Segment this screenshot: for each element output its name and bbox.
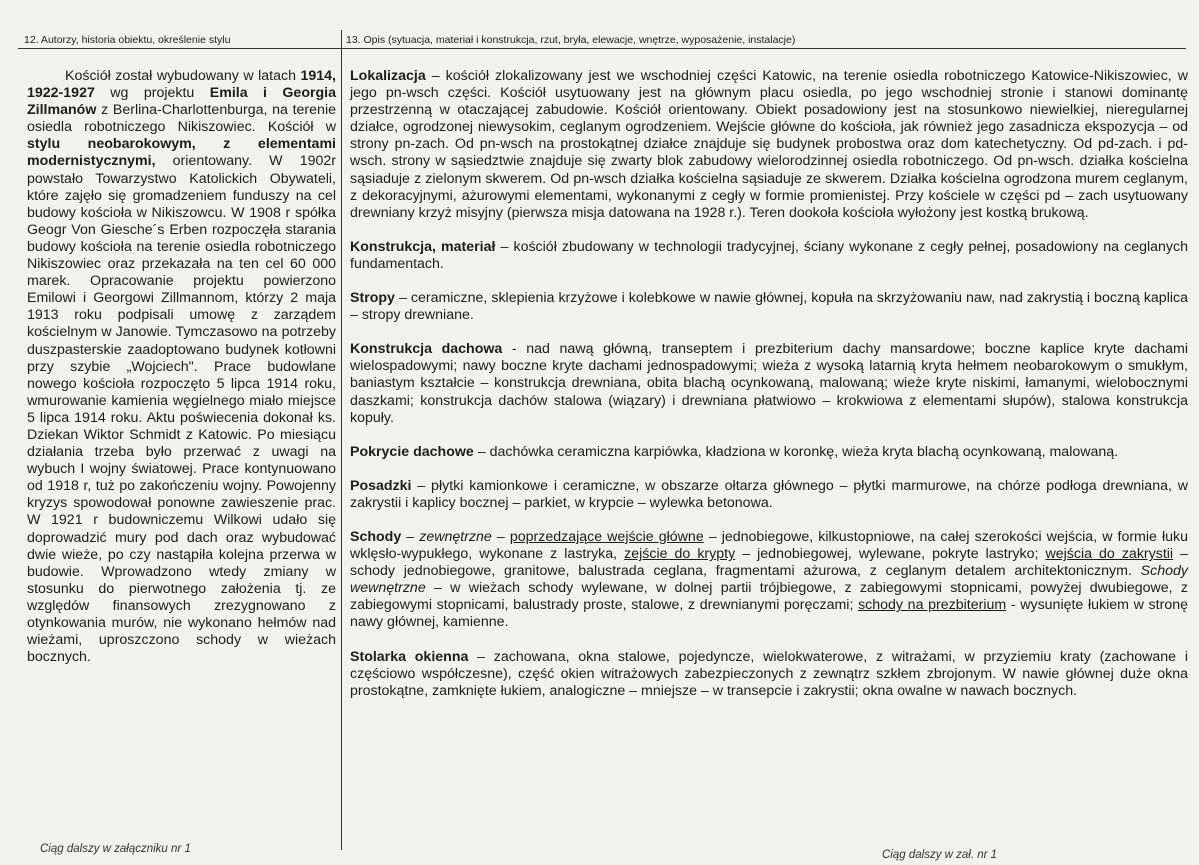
history-text: orientowany. W 1902r powstało Towarzystwo Katolickich Obywateli, które zajęło się gromadzeniem funduszy na cel budowy kościoła w Nikiszowcu. W 1908 r spółka Geogr Von Giesche´s Erben rozpoczęła starania budowy kościoła na terenie osiedla robotniczego Nikiszowiec oraz przekazała na ten cel 60 000 marek. Opracowanie projektu powierzono Emilowi i Georgowi Zillmannom, którzy 2 maja 1913 roku podpisali umowę z zarządem kościelnym w Janowie. Tymczasowo na potrzeby duszpasterskie zaadoptowano budynek kotłowni przy szybie „Wojciech". Prace budowlane nowego kościoła rozpoczęto 5 lipca 1914 roku, wmurowanie kamienia węgielnego miało miejsce 5 lipca 1914 roku. Aktu poświecenia dokonał ks. Dziekan Wiktor Schmidt z Katowic. Po miesiącu działania trzeba było przerwać z uwagi na wybuch I wojny światowej. Prace kontynuowano od 1918 r, tuż po zakończeniu wojny. Powojenny kryzys spowodował ponowne zawieszenie prac. W 1921 r budowniczemu Wilkowi udało się doprowadzić mury pod dach oraz wybudować dwie wieże, po czy nastąpiła kolejna przerwa w budowie. Wprowadzono wtedy zmiany w stosunku do pierwotnego założenia tj. ze względów finansowych zrezygnowano z otynkowania murów, nie wykonano hełmów nad wieżami, uproszczono schody w wieżach bocznych. [27,153,336,666]
section-text: – jednobiegowej, wylewane, pokryte lastryko; [735,546,1046,563]
section-title: Konstrukcja, materiał [350,238,496,255]
history-column [27,68,336,666]
section-text: – kościół zbudowany w technologii tradycyjnej, ściany wykonane z cegły pełnej, posadowiony na ceglanych fundamentach. [350,238,1188,272]
section-text: – [491,528,510,545]
history-paragraph [27,68,336,666]
section-konstrukcja [350,239,1188,273]
history-text: z Berlina-Charlottenburga, na terenie osiedla robotniczego Nikiszowiec. Kościół w [27,102,336,136]
section-title: Lokalizacja [350,68,426,84]
footer-right-continuation: Ciąg dalszy w zał. nr 1 [882,849,998,861]
section-emphasis: Schody wewnętrzne [350,563,1188,597]
section-text: – jednobiegowe, kilkustopniowe, na całej szerokości wejścia, w formie łuku wklęsło-wypukłego, wykonane z lastryka, [350,528,1188,563]
section-text: – ceramiczne, sklepienia krzyżowe i kolebkowe w nawie głównej, kopuła na skrzyżowaniu naw, nad zakrystią i boczną kaplica – stropy drewniane. [350,290,1188,324]
section-text: – zachowana, okna stalowe, pojedyncze, wielokwaterowe, z witrażami, w przyziemiu kraty (zachowane i częściowo współczesne), część okien witrażowych zabezpieczonych z zewnątrz szkłem zbrojonym. W nawie głównej duże okna prostokątne, zamknięte łukiem, analogiczne – mniejsze – w transepcie i zakrystii; okna owalne w nawach bocznych. [350,648,1188,699]
section-text: – [401,528,420,545]
column-divider [341,30,342,850]
history-dates: 1914, 1922-1927 [27,68,336,102]
section-stolarka-okienna [350,649,1188,700]
section-underline: wejścia do zakrystii [1045,546,1174,563]
section-underline: zejście do krypty [624,546,736,563]
header-rule [18,48,1186,49]
section-title: Stolarka okienna [350,648,469,665]
header-authors-history: 12. Autorzy, historia obiektu, określenie stylu [24,34,231,46]
history-text: wg projektu [94,85,210,102]
section-text: - wysunięte łukiem w stronę nawy głównej, kamienne. [350,597,1188,631]
section-underline: schody na prezbiterium [858,597,1007,614]
section-schody [350,529,1188,632]
section-text: - nad nawą główną, transeptem i prezbiterium dachy mansardowe; boczne kaplice kryte dachami wielospadowymi; nawy boczne kryte dachami jednospadowymi; wieża z wysoką latarnią kryta hełmem neobarokowym o smukłym, baniastym kształcie – konstrukcja drewniana, obita blachą ocynkowaną, malowaną; wieże kryte niskimi, łamanymi, wielobocznymi daszkami; konstrukcja dachów stalowa (wiązary) i drewniana płatwiowo – krokwiowa z elementami słupów), stalowa konstrukcja kopuły. [350,341,1188,426]
section-underline: poprzedzające wejście główne [509,528,704,545]
section-text: – płytki kamionkowe i ceramiczne, w obszarze ołtarza głównego – płytki marmurowe, na chórze podłoga drewniana, w zakrystii i kaplicy bocznej – parkiet, w krypcie – wylewka betonowa. [350,477,1188,511]
history-architects: Emila i Georgia Zillmanów [27,85,337,119]
section-stropy [350,290,1188,324]
footer-left-continuation: Ciąg dalszy w załączniku nr 1 [40,843,191,855]
header-description: 13. Opis (sytuacja, materiał i konstrukcja, rzut, bryła, elewacje, wnętrze, wyposażenie, instalacje) [346,34,796,46]
section-title: Stropy [350,290,395,307]
section-text: – dachówka ceramiczna karpiówka, kładziona w koronkę, wieża kryta blachą ocynkowaną, malowaną. [473,443,1119,460]
section-title: Konstrukcja dachowa [350,341,503,358]
history-text: Kościół został wybudowany w latach [65,68,301,84]
section-text: – schody jednobiegowe, granitowe, balustrada ceglana, fragmentami ażurowa, z ceglanym detalem architektonicznym. [350,546,1188,580]
section-text: – kościół zlokalizowany jest we wschodniej części Katowic, na terenie osiedla robotniczego Katowice-Nikiszowiec, w jego pn-wsch części. Kościół usytuowany jest na głównym placu osiedla, po jego wschodniej stronie i stanowi dominantę przestrzenną w otaczającej zabudowie. Kościół orientowany. Obiekt posadowiony jest na stosunkowo niewielkiej, nieregularnej działce, ogrodzonej niewysokim, ceglanym ogrodzeniem. Wejście główne do kościoła, jak również jego zasadnicza ekspozycja – od strony pn-zach. Od pn-wsch na prostokątnej działce znajduje się budynek probostwa oraz dom katechetyczny. Od pd-zach. i pd-wsch. strony w sąsiedztwie znajduje się zwarty blok zabudowy wielorodzinnej osiedla robotniczego. Od pn-wsch. działka kościelna sąsiaduje z zielonym skwerem. Od pn-wsch działka kościelna sąsiaduje ze skwerem. Działka kościelna ogrodzona murem ceglanym, z dekoracyjnymi, ażurowymi elementami, wykonanymi z cegły w formie promienistej. Przy kościele w części pd – zach usytuowany drewniany krzyż misyjny (pierwsza misja datowana na 1928 r.). Teren dookoła kościoła wyłożony jest kostką brukową. [350,68,1188,221]
section-title: Pokrycie dachowe [350,443,474,460]
section-posadzki [350,478,1188,512]
history-style: stylu neobarokowym, z elementami modernistycznymi, [27,136,336,170]
section-emphasis: zewnętrzne [419,528,492,545]
description-column [350,68,1188,717]
section-pokrycie-dachowe [350,444,1188,461]
section-title: Posadzki [350,477,412,494]
section-text: – w wieżach schody wylewane, w dolnej partii trójbiegowe, z zabiegowymi stopnicami, powyżej dwubiegowe, z zabiegowymi stopnicami, balustrady proste, stalowe, z drewnianymi poręczami; [350,580,1188,614]
section-title: Schody [350,528,402,545]
section-lokalizacja [350,68,1188,222]
section-konstrukcja-dachowa [350,341,1188,426]
